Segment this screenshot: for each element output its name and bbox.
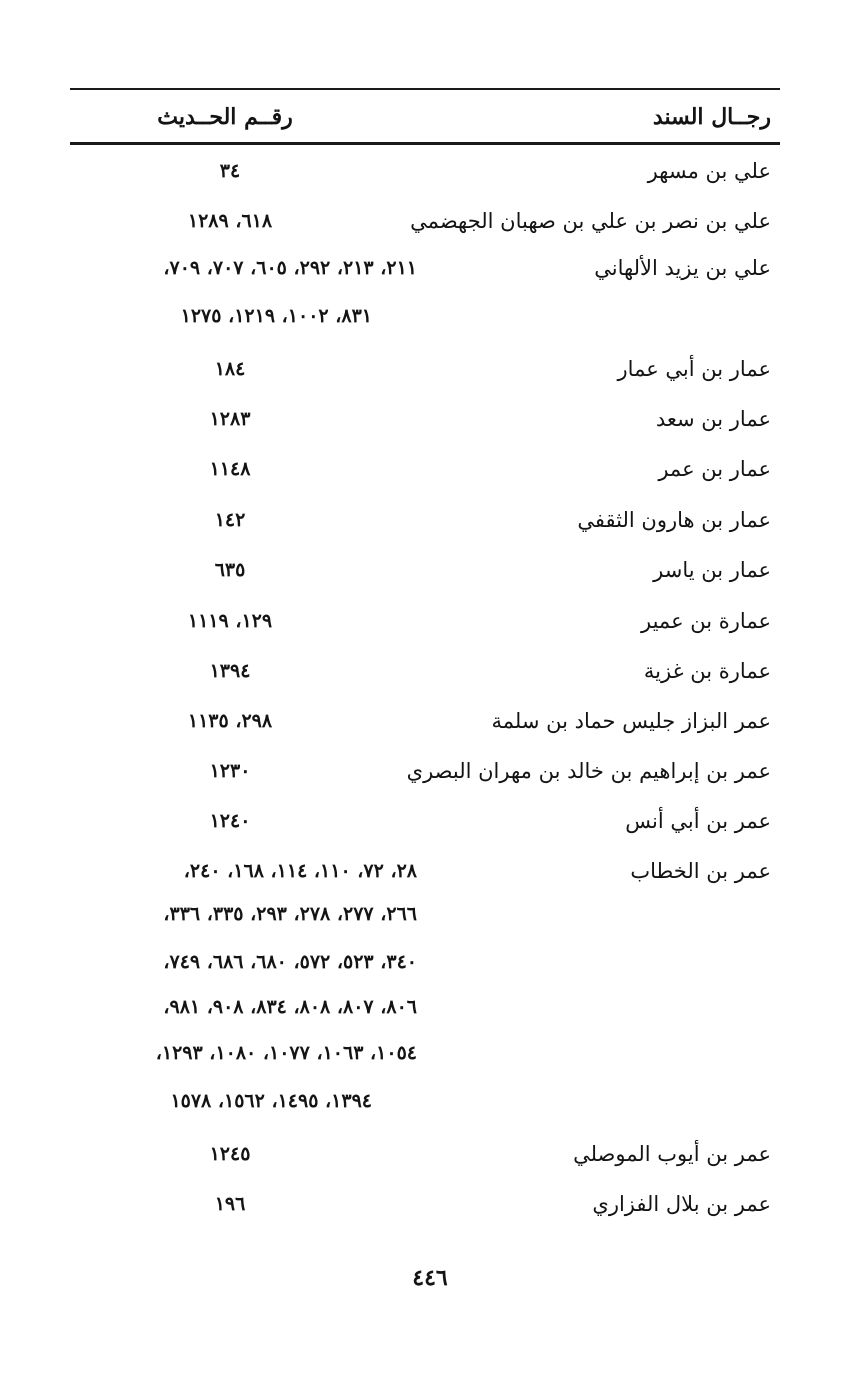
hadith-numbers: ٦١٨، ١٢٨٩	[187, 210, 273, 232]
hadith-numbers: ٢٦٦، ٢٧٧، ٢٧٨، ٢٩٣، ٣٣٥، ٣٣٦،	[163, 903, 417, 925]
index-row	[0, 701, 867, 741]
index-row	[0, 751, 867, 791]
hadith-numbers: ١٠٥٤، ١٠٦٣، ١٠٧٧، ١٠٨٠، ١٢٩٣،	[155, 1042, 417, 1064]
narrator-name: عمار بن عمر	[658, 457, 771, 481]
header-hadith-numbers: رقــم الحــديث	[157, 104, 293, 130]
hadith-numbers: ٨٠٦، ٨٠٧، ٨٠٨، ٨٣٤، ٩٠٨، ٩٨١،	[163, 996, 417, 1018]
index-row	[0, 851, 867, 891]
hadith-numbers: ١٩٦	[214, 1193, 246, 1215]
narrator-name: عمر بن أيوب الموصلي	[573, 1142, 771, 1166]
index-row	[0, 651, 867, 691]
narrator-name: عمار بن هارون الثقفي	[577, 508, 771, 532]
hadith-numbers: ٨٣١، ١٠٠٢، ١٢١٩، ١٢٧٥	[180, 305, 372, 327]
index-row	[0, 942, 867, 982]
hadith-numbers: ١٢٤٠	[209, 810, 251, 832]
narrator-name: عمار بن سعد	[655, 407, 771, 431]
index-row	[0, 1184, 867, 1224]
narrator-name: عمر البزاز جليس حماد بن سلمة	[491, 709, 771, 733]
hadith-numbers: ١٢٣٠	[209, 760, 251, 782]
index-row	[0, 601, 867, 641]
index-row	[0, 349, 867, 389]
index-row	[0, 500, 867, 540]
hadith-numbers: ٦٣٥	[214, 559, 246, 581]
hadith-numbers: ١٤٢	[214, 509, 246, 531]
narrator-name: عمارة بن عمير	[641, 609, 771, 633]
index-row	[0, 248, 867, 288]
hadith-numbers: ٢٨، ٧٢، ١١٠، ١١٤، ١٦٨، ٢٤٠،	[183, 860, 417, 882]
index-row	[0, 801, 867, 841]
hadith-numbers: ١٨٤	[214, 358, 246, 380]
narrator-name: عمر بن أبي أنس	[625, 809, 771, 833]
hadith-numbers: ١١٤٨	[209, 458, 251, 480]
index-row	[0, 1033, 867, 1073]
header-rule	[70, 142, 780, 145]
hadith-numbers: ٣٤	[219, 160, 241, 182]
narrator-name: علي بن يزيد الألهاني	[594, 256, 771, 280]
narrator-name: عمر بن إبراهيم بن خالد بن مهران البصري	[406, 759, 771, 783]
hadith-numbers: ١٣٩٤	[209, 660, 251, 682]
narrator-name: علي بن نصر بن علي بن صهبان الجهضمي	[410, 209, 771, 233]
index-row	[0, 296, 867, 336]
hadith-numbers: ١٢٤٥	[209, 1143, 251, 1165]
narrator-name: عمار بن ياسر	[653, 558, 771, 582]
hadith-numbers: ٢١١، ٢١٣، ٢٩٢، ٦٠٥، ٧٠٧، ٧٠٩،	[163, 257, 417, 279]
hadith-numbers: ٣٤٠، ٥٢٣، ٥٧٢، ٦٨٠، ٦٨٦، ٧٤٩،	[163, 951, 417, 973]
narrator-name: عمارة بن غزية	[643, 659, 771, 683]
hadith-numbers: ١٣٩٤، ١٤٩٥، ١٥٦٢، ١٥٧٨	[170, 1090, 372, 1112]
index-row	[0, 449, 867, 489]
index-row	[0, 550, 867, 590]
hadith-numbers: ١٢٩، ١١١٩	[187, 610, 273, 632]
narrator-name: عمر بن الخطاب	[630, 859, 771, 883]
index-row	[0, 987, 867, 1027]
index-row	[0, 151, 867, 191]
top-rule	[70, 88, 780, 90]
hadith-numbers: ١٢٨٣	[209, 408, 251, 430]
hadith-numbers: ٢٩٨، ١١٣٥	[187, 710, 273, 732]
index-row	[0, 201, 867, 241]
index-row	[0, 399, 867, 439]
narrator-name: علي بن مسهر	[647, 159, 771, 183]
index-row	[0, 1081, 867, 1121]
narrator-name: عمر بن بلال الفزاري	[592, 1192, 771, 1216]
narrator-name: عمار بن أبي عمار	[617, 357, 771, 381]
index-row	[0, 894, 867, 934]
index-row	[0, 1134, 867, 1174]
header-narrators: رجــال السند	[652, 104, 771, 130]
page-number: ٤٤٦	[412, 1265, 448, 1291]
